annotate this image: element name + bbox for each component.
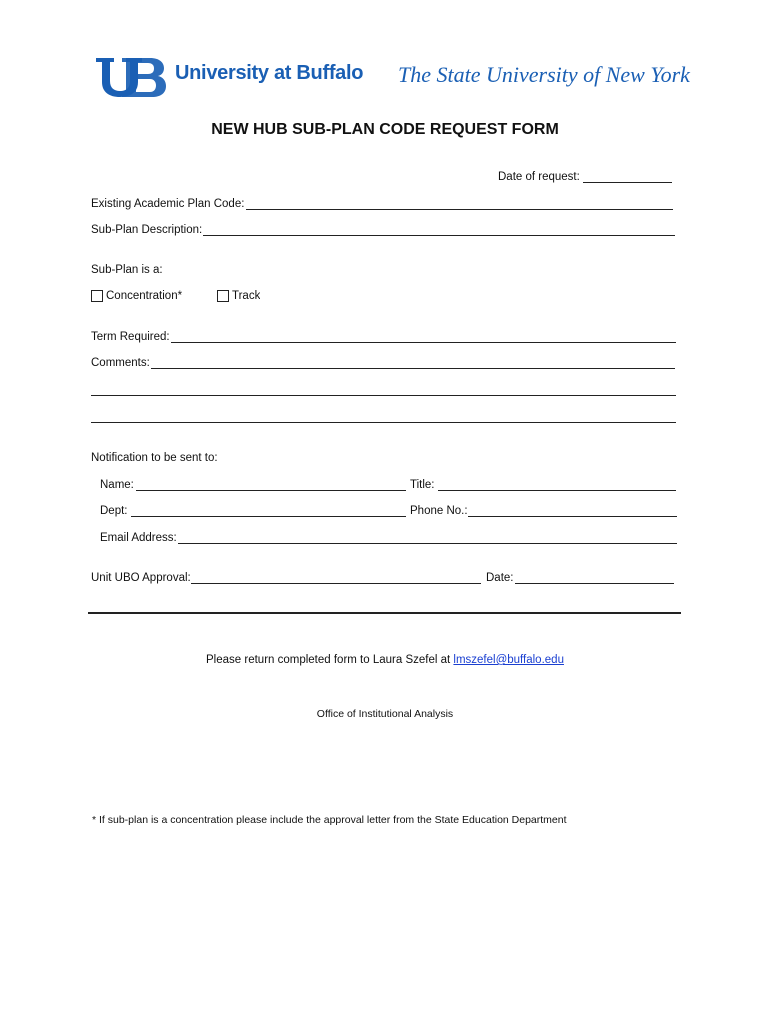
subplan-description-field[interactable] [203, 235, 675, 236]
return-instructions-text: Please return completed form to Laura Szefel at [206, 654, 451, 666]
comments-field-line-2[interactable] [91, 395, 676, 396]
term-required-field[interactable] [171, 342, 676, 343]
dept-field[interactable] [131, 516, 406, 517]
concentration-option-label: Concentration* [106, 290, 183, 302]
comments-field-line-3[interactable] [91, 422, 676, 423]
phone-field[interactable] [468, 516, 677, 517]
comments-field-line-1[interactable] [151, 368, 675, 369]
subplan-description-label: Sub-Plan Description: [91, 224, 203, 236]
title-label: Title: [410, 479, 435, 491]
comments-label: Comments: [91, 357, 150, 369]
date-of-request-field[interactable] [583, 182, 672, 183]
ubo-approval-label: Unit UBO Approval: [91, 572, 191, 584]
footnote: * If sub-plan is a concentration please include the approval letter from the State Education Department [92, 814, 567, 826]
system-name: The State University of New York [398, 62, 690, 87]
form-title: NEW HUB SUB-PLAN CODE REQUEST FORM [211, 121, 559, 138]
email-field[interactable] [178, 543, 677, 544]
date-of-request-label: Date of request: [498, 171, 580, 183]
term-required-label: Term Required: [91, 331, 170, 343]
track-checkbox[interactable] [217, 290, 229, 302]
notification-label: Notification to be sent to: [91, 452, 218, 464]
office-name: Office of Institutional Analysis [316, 708, 454, 720]
existing-plan-code-field[interactable] [246, 209, 673, 210]
phone-label: Phone No.: [410, 505, 468, 517]
ubo-approval-field[interactable] [191, 583, 481, 584]
return-email-link[interactable]: lmszefel@buffalo.edu [453, 654, 564, 666]
existing-plan-code-label: Existing Academic Plan Code: [91, 198, 245, 210]
name-field[interactable] [136, 490, 406, 491]
approval-date-label: Date: [486, 572, 514, 584]
university-name: University at Buffalo [175, 62, 364, 84]
subplan-type-label: Sub-Plan is a: [91, 264, 163, 276]
return-instructions [0, 654, 770, 666]
approval-date-field[interactable] [515, 583, 674, 584]
title-field[interactable] [438, 490, 676, 491]
email-label: Email Address: [100, 532, 177, 544]
dept-label: Dept: [100, 505, 128, 517]
track-option-label: Track [232, 290, 261, 302]
name-label: Name: [100, 479, 134, 491]
ub-monogram-icon [92, 55, 168, 99]
section-divider [88, 612, 681, 614]
concentration-checkbox[interactable] [91, 290, 103, 302]
